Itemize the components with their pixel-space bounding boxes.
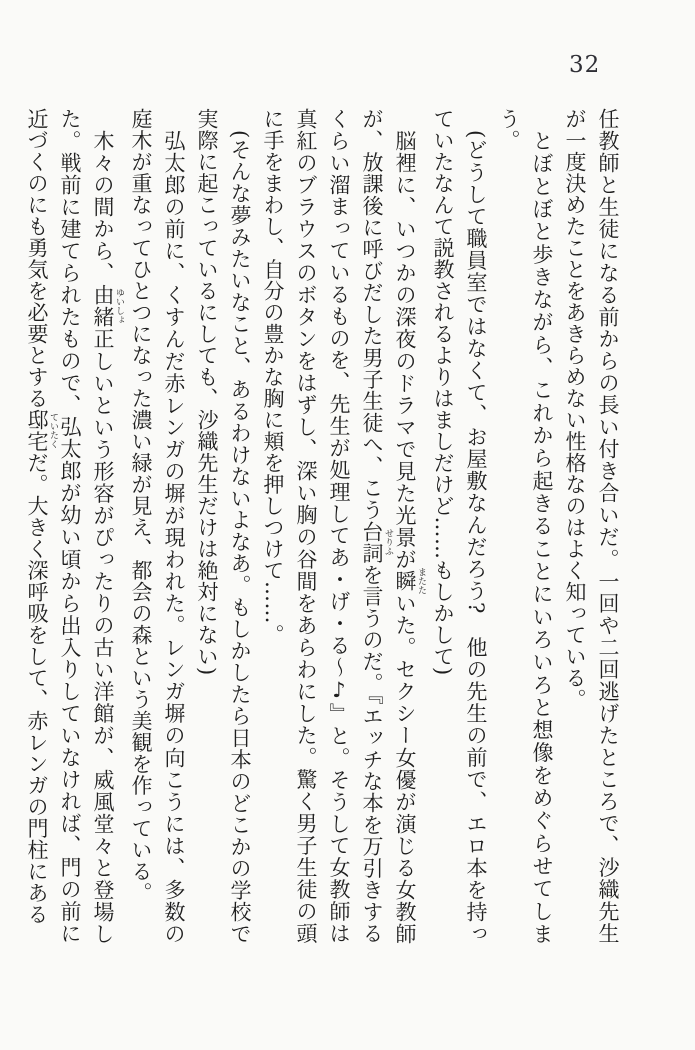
paragraph-4: 脳裡に、いつかの深夜のドラマで見た光景が瞬 またたいた。セクシー女優が演じる女教師が、放課後に呼びだした男子生徒へ、こう台詞 せりふを言うのだ。『エッチな本を万引きするくらい溜まっているものを、先生が処理してあ・げ・る〜♪』と。そうして女教師は真紅のブラウスのボタンをはずし、深い胸の谷間をあらわにした。驚く男子生徒の頭に手をまわし、自分の豊かな胸に頬を押しつけて……。 xyxy=(261,108,426,945)
paragraph-6: 弘太郎の前に、くすんだ赤レンガの塀が現われた。レンガ塀の向こうには、多数の庭木が重なってひとつになった濃い緑が見え、都会の森という美観を作っている。 xyxy=(129,108,186,944)
paragraph-7: 木々の間から、由緒 ゆいしょ正しいという形容がぴったりの古い洋館が、威風堂々と登場した。戦前に建てられたもので、弘太郎が幼い頃から出入りしていなければ、門の前に近づくのにも勇気を必要とする邸宅 ていたくだ。大きく深呼吸をして、赤レンガの門柱にある xyxy=(25,108,124,945)
text-block xyxy=(20,108,624,944)
furigana-term: 由緒 ゆいしょ xyxy=(91,283,124,328)
paragraph-1: 任教師と生徒になる前からの長い付き合いだ。一回や二回逃げたところで、沙織先生が一度決めたことをあきらめない性格なのはよく知っている。 xyxy=(563,108,620,944)
paragraph-2: とぼとぼと歩きながら、これから起きることにいろいろと想像をめぐらせてしまう。 xyxy=(497,108,554,944)
furigana-term: 邸宅 ていたく xyxy=(25,409,58,452)
paragraph-3: (どうして職員室ではなくて、お屋敷なんだろう? 他の先生の前で、エロ本を持っていたなんて説教されるよりはましだけど……もしかして) xyxy=(431,108,488,944)
furigana-term: 瞬 またた xyxy=(393,567,426,595)
furigana-term: 台詞 せりふ xyxy=(360,520,393,564)
paragraph-5: (そんな夢みたいなこと、あるわけないよなあ。もしかしたら日本のどこかの学校で実際に起こっているにしても、沙織先生だけは絶対にない) xyxy=(195,108,252,944)
page-number: 32 xyxy=(569,52,601,78)
